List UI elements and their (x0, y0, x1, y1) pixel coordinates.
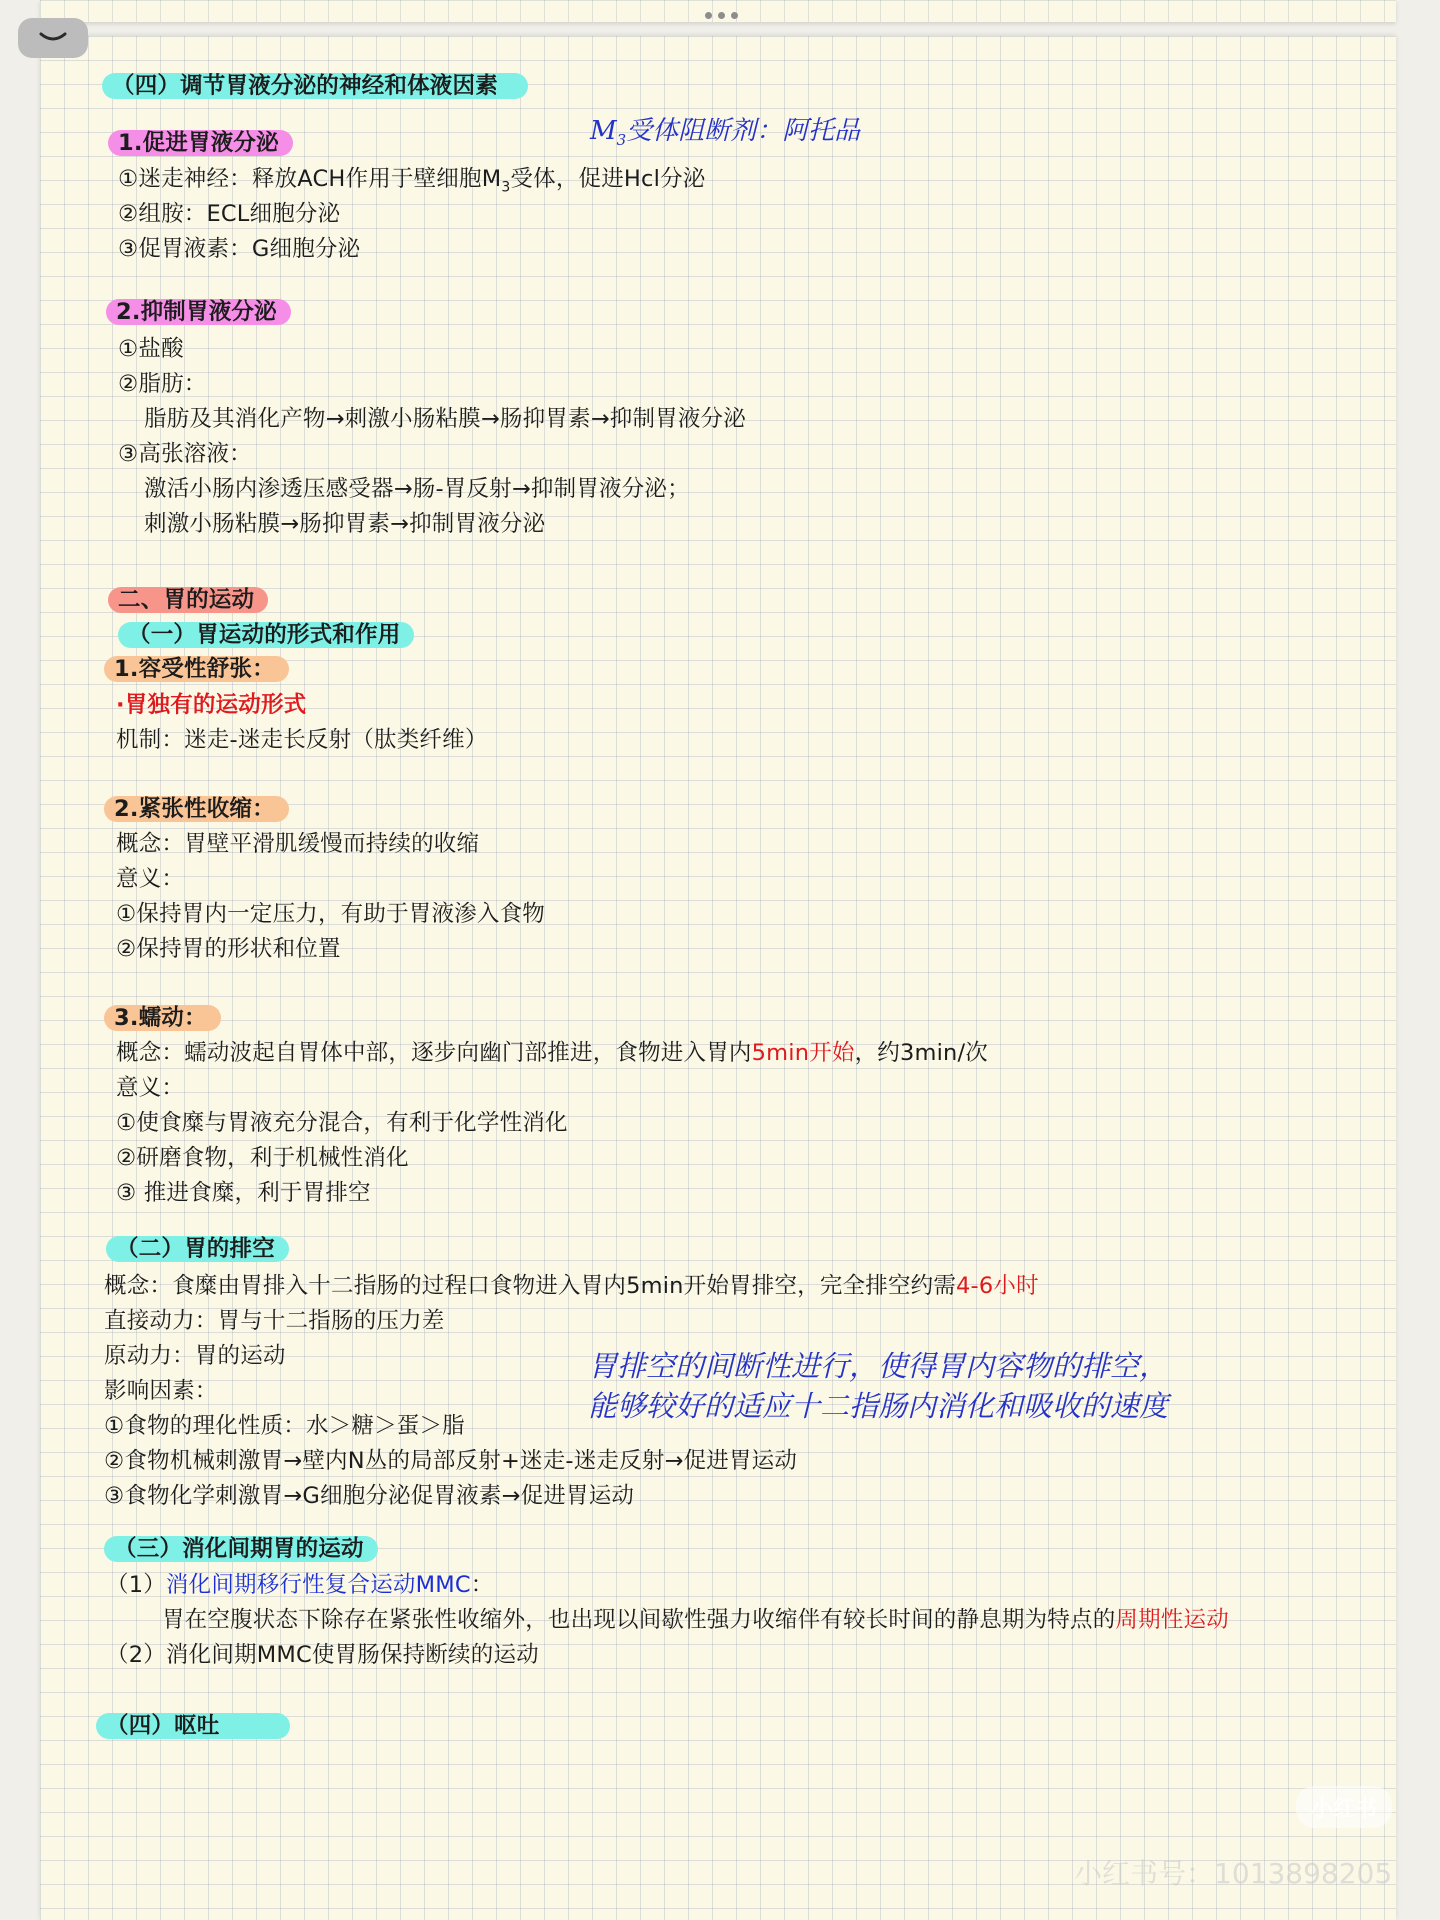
text-line: （2）消化间期MMC使胃肠保持断续的运动 (106, 1642, 539, 1668)
text-line: 影响因素： (104, 1378, 218, 1404)
handwritten-note: 胃排空的间断性进行，使得胃内容物的排空， 能够较好的适应十二指肠内消化和吸收的速度 (588, 1349, 1169, 1423)
text-line: ②组胺：ECL细胞分泌 (118, 201, 341, 227)
text-line: 脂肪及其消化产物→刺激小肠粘膜→肠抑胃素→抑制胃液分泌 (144, 406, 746, 432)
text-line: ②食物机械刺激胃→壁内N丛的局部反射+迷走-迷走反射→促进胃运动 (104, 1448, 798, 1474)
subheading: 3.蠕动： (104, 1005, 221, 1031)
text-line: 胃在空腹状态下除存在紧张性收缩外，也出现以间歇性强力收缩伴有较长时间的静息期为特点的周期性运动 (162, 1607, 1229, 1633)
text-line: ①使食糜与胃液充分混合，有利于化学性消化 (116, 1110, 568, 1136)
section-heading: （四）呕吐 (96, 1713, 290, 1739)
highlight-text: ·胃独有的运动形式 (116, 692, 307, 718)
watermark-id: 小红书号：1013898205 (1074, 1857, 1393, 1890)
watermark-logo: 小红书 (1296, 1786, 1392, 1828)
text-line: ①盐酸 (118, 336, 184, 362)
text-line: 直接动力：胃与十二指肠的压力差 (104, 1308, 445, 1334)
text-line: 机制：迷走-迷走长反射（肽类纤维） (116, 727, 488, 753)
section-heading: （二）胃的排空 (106, 1236, 289, 1262)
text-line: ②研磨食物，利于机械性消化 (116, 1145, 409, 1171)
subheading: 2.抑制胃液分泌 (106, 299, 291, 325)
text-line: ③食物化学刺激胃→G细胞分泌促胃液素→促进胃运动 (104, 1483, 635, 1509)
text-line: ③ 推进食糜，利于胃排空 (116, 1180, 371, 1206)
chevron-down-icon (38, 31, 68, 45)
section-heading: （一）胃运动的形式和作用 (118, 622, 414, 648)
subheading: 1.促进胃液分泌 (108, 130, 293, 156)
text-line: 刺激小肠粘膜→肠抑胃素→抑制胃液分泌 (144, 511, 546, 537)
text-line: ①食物的理化性质：水＞糖＞蛋＞脂 (104, 1413, 465, 1439)
text-line: 概念：食糜由胃排入十二指肠的过程口食物进入胃内5min开始胃排空，完全排空约需4-6小时 (104, 1273, 1039, 1299)
text-line: 意义： (116, 866, 185, 892)
text-line: 原动力：胃的运动 (104, 1343, 286, 1369)
text-line: ②脂肪： (118, 371, 207, 397)
handwritten-note: $M_3$受体阻断剂：阿托品 (590, 116, 861, 150)
text-line: ①保持胃内一定压力，有助于胃液渗入食物 (116, 901, 545, 927)
text-line: ②保持胃的形状和位置 (116, 936, 341, 962)
text-line: ③高张溶液： (118, 441, 252, 467)
section-heading: （三）消化间期胃的运动 (104, 1536, 378, 1562)
section-heading: （四）调节胃液分泌的神经和体液因素 (102, 73, 528, 99)
text-line: 概念：蠕动波起自胃体中部，逐步向幽门部推进，食物进入胃内5min开始，约3min/次 (116, 1040, 988, 1066)
subheading: 1.容受性舒张： (104, 656, 289, 682)
more-options-icon[interactable] (700, 12, 742, 22)
chapter-heading: 二、胃的运动 (108, 587, 268, 613)
text-line: （1）消化间期移行性复合运动MMC： (106, 1572, 494, 1598)
text-line: ①迷走神经：释放ACH作用于壁细胞$M_3$受体，促进Hcl分泌 (118, 166, 706, 196)
subheading: 2.紧张性收缩： (104, 796, 289, 822)
collapse-button[interactable] (18, 18, 88, 58)
text-line: 意义： (116, 1075, 185, 1101)
text-line: 激活小肠内渗透压感受器→肠-胃反射→抑制胃液分泌； (144, 476, 690, 502)
text-line: 概念：胃壁平滑肌缓慢而持续的收缩 (116, 831, 480, 857)
text-line: ③促胃液素：G细胞分泌 (118, 236, 361, 262)
